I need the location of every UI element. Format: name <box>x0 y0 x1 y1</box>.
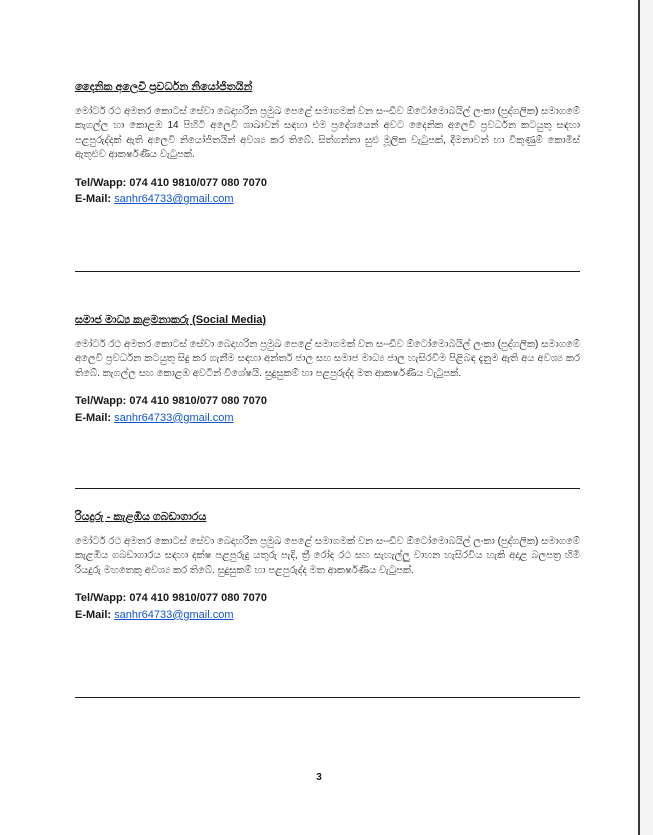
tel-line <box>75 590 580 607</box>
section-divider <box>75 271 580 272</box>
section-title: සමාජ මාධ්‍ය කළමනාකරු (Social Media) <box>75 314 267 326</box>
tel-line <box>75 393 580 410</box>
contact-block <box>75 590 580 623</box>
tel-number: 074 410 9810/077 080 7070 <box>129 395 268 408</box>
contact-block <box>75 175 580 208</box>
section-title: දෛනික අලෙවි ප්‍රවර්ධන නියෝජිතයින් <box>75 81 253 93</box>
job-section-sales-reps <box>75 80 580 208</box>
viewer-background <box>640 0 653 835</box>
tel-label: Tel/Wapp: <box>75 592 127 605</box>
tel-number: 074 410 9810/077 080 7070 <box>129 176 268 189</box>
email-link[interactable]: sanhr64733@gmail.com <box>114 608 234 621</box>
job-section-driver <box>75 510 580 623</box>
section-body: මෝටර් රථ අමතර කොටස් සේවා බෙදාහරින ප්‍රමුඛ පෙළේ සමාගමක් වන සං-ඩීව ඕටෝමොබයිල් ලංකා (පුද්ගලික) සමාගමේ අලෙවි ප්‍රවර්ධන කටයුතු සිදු කර ගැනීම සඳහා අන්තර් ජාල සහ සමාජ මාධ්‍ය ජාල හැසිරවීම පිළිබඳ දැනුම ඇති අය අවශ්‍ය කර තිබේ. කැගල්ල සහ කොළඹ අවටින් විශේෂයි. සුදුසුකම් හා පළපුරුද්ද මත ආකර්ෂණීය වැටුපක්. <box>75 339 580 379</box>
section-title: රියදුරු - කැළඹිය ගබඩාගාරය <box>75 511 207 523</box>
job-section-social-media <box>75 313 580 426</box>
section-body: මෝටර් රථ අමතර කොටස් සේවා බෙදාහරින ප්‍රමුඛ පෙළේ සමාගමක් වන සං-ඩීව ඕටෝමොබයිල් ලංකා (පුද්ගලික) සමාගමේ කැගල්ල හා කොළඹ 14 පිහිටි අලෙවි ශාඛාවන් සඳහා එම ප්‍රදේශයෙන් අවට දෛනික අලෙවි ප්‍රවර්ධන කටයුතු සඳහා පළපුරුද්දක් ඇති අලෙවි නියෝජිතයින් අවශ්‍ය කර තිබේ. සිත්ගන්නා සුළු මූලික වැටුපක්, දීමනාවන් හා විකුණුම් කොමිස් ඇතුළුව ආකර්ෂණීය වැටුපක්. <box>75 106 580 161</box>
section-divider <box>75 697 580 698</box>
contact-block <box>75 393 580 426</box>
email-link[interactable]: sanhr64733@gmail.com <box>114 193 234 206</box>
email-line <box>75 607 580 624</box>
section-body: මෝටර් රථ අමතර කොටස් සේවා බෙදාහරින ප්‍රමුඛ පෙළේ සමාගමක් වන සං-ඩීව ඕටෝමොබයිල් ලංකා (පුද්ගලික) සමාගමේ කැළඹිය ගබඩාගාරය සඳහා දක්ෂ පළපුරුදු යතුරු පැදි, ත්‍රී රෝද රථ සහ සැහැල්ලු වාහන හැසිරවිය හැකි අදාළ බලපත්‍ර හිමි රියදුරු මහතෙකු අවශ්‍ය කර තිබේ. සුදුසුකම් හා පළපුරුද්ද මත ආකර්ෂණීය වැටුපක්. <box>75 536 580 576</box>
page-number: 3 <box>316 772 322 783</box>
email-label: E-Mail: <box>75 411 112 424</box>
email-link[interactable]: sanhr64733@gmail.com <box>114 411 234 424</box>
email-line <box>75 410 580 427</box>
tel-label: Tel/Wapp: <box>75 395 127 408</box>
email-label: E-Mail: <box>75 193 112 206</box>
tel-number: 074 410 9810/077 080 7070 <box>129 592 268 605</box>
email-line <box>75 191 580 208</box>
tel-line <box>75 175 580 192</box>
section-divider <box>75 488 580 489</box>
email-label: E-Mail: <box>75 608 112 621</box>
tel-label: Tel/Wapp: <box>75 176 127 189</box>
